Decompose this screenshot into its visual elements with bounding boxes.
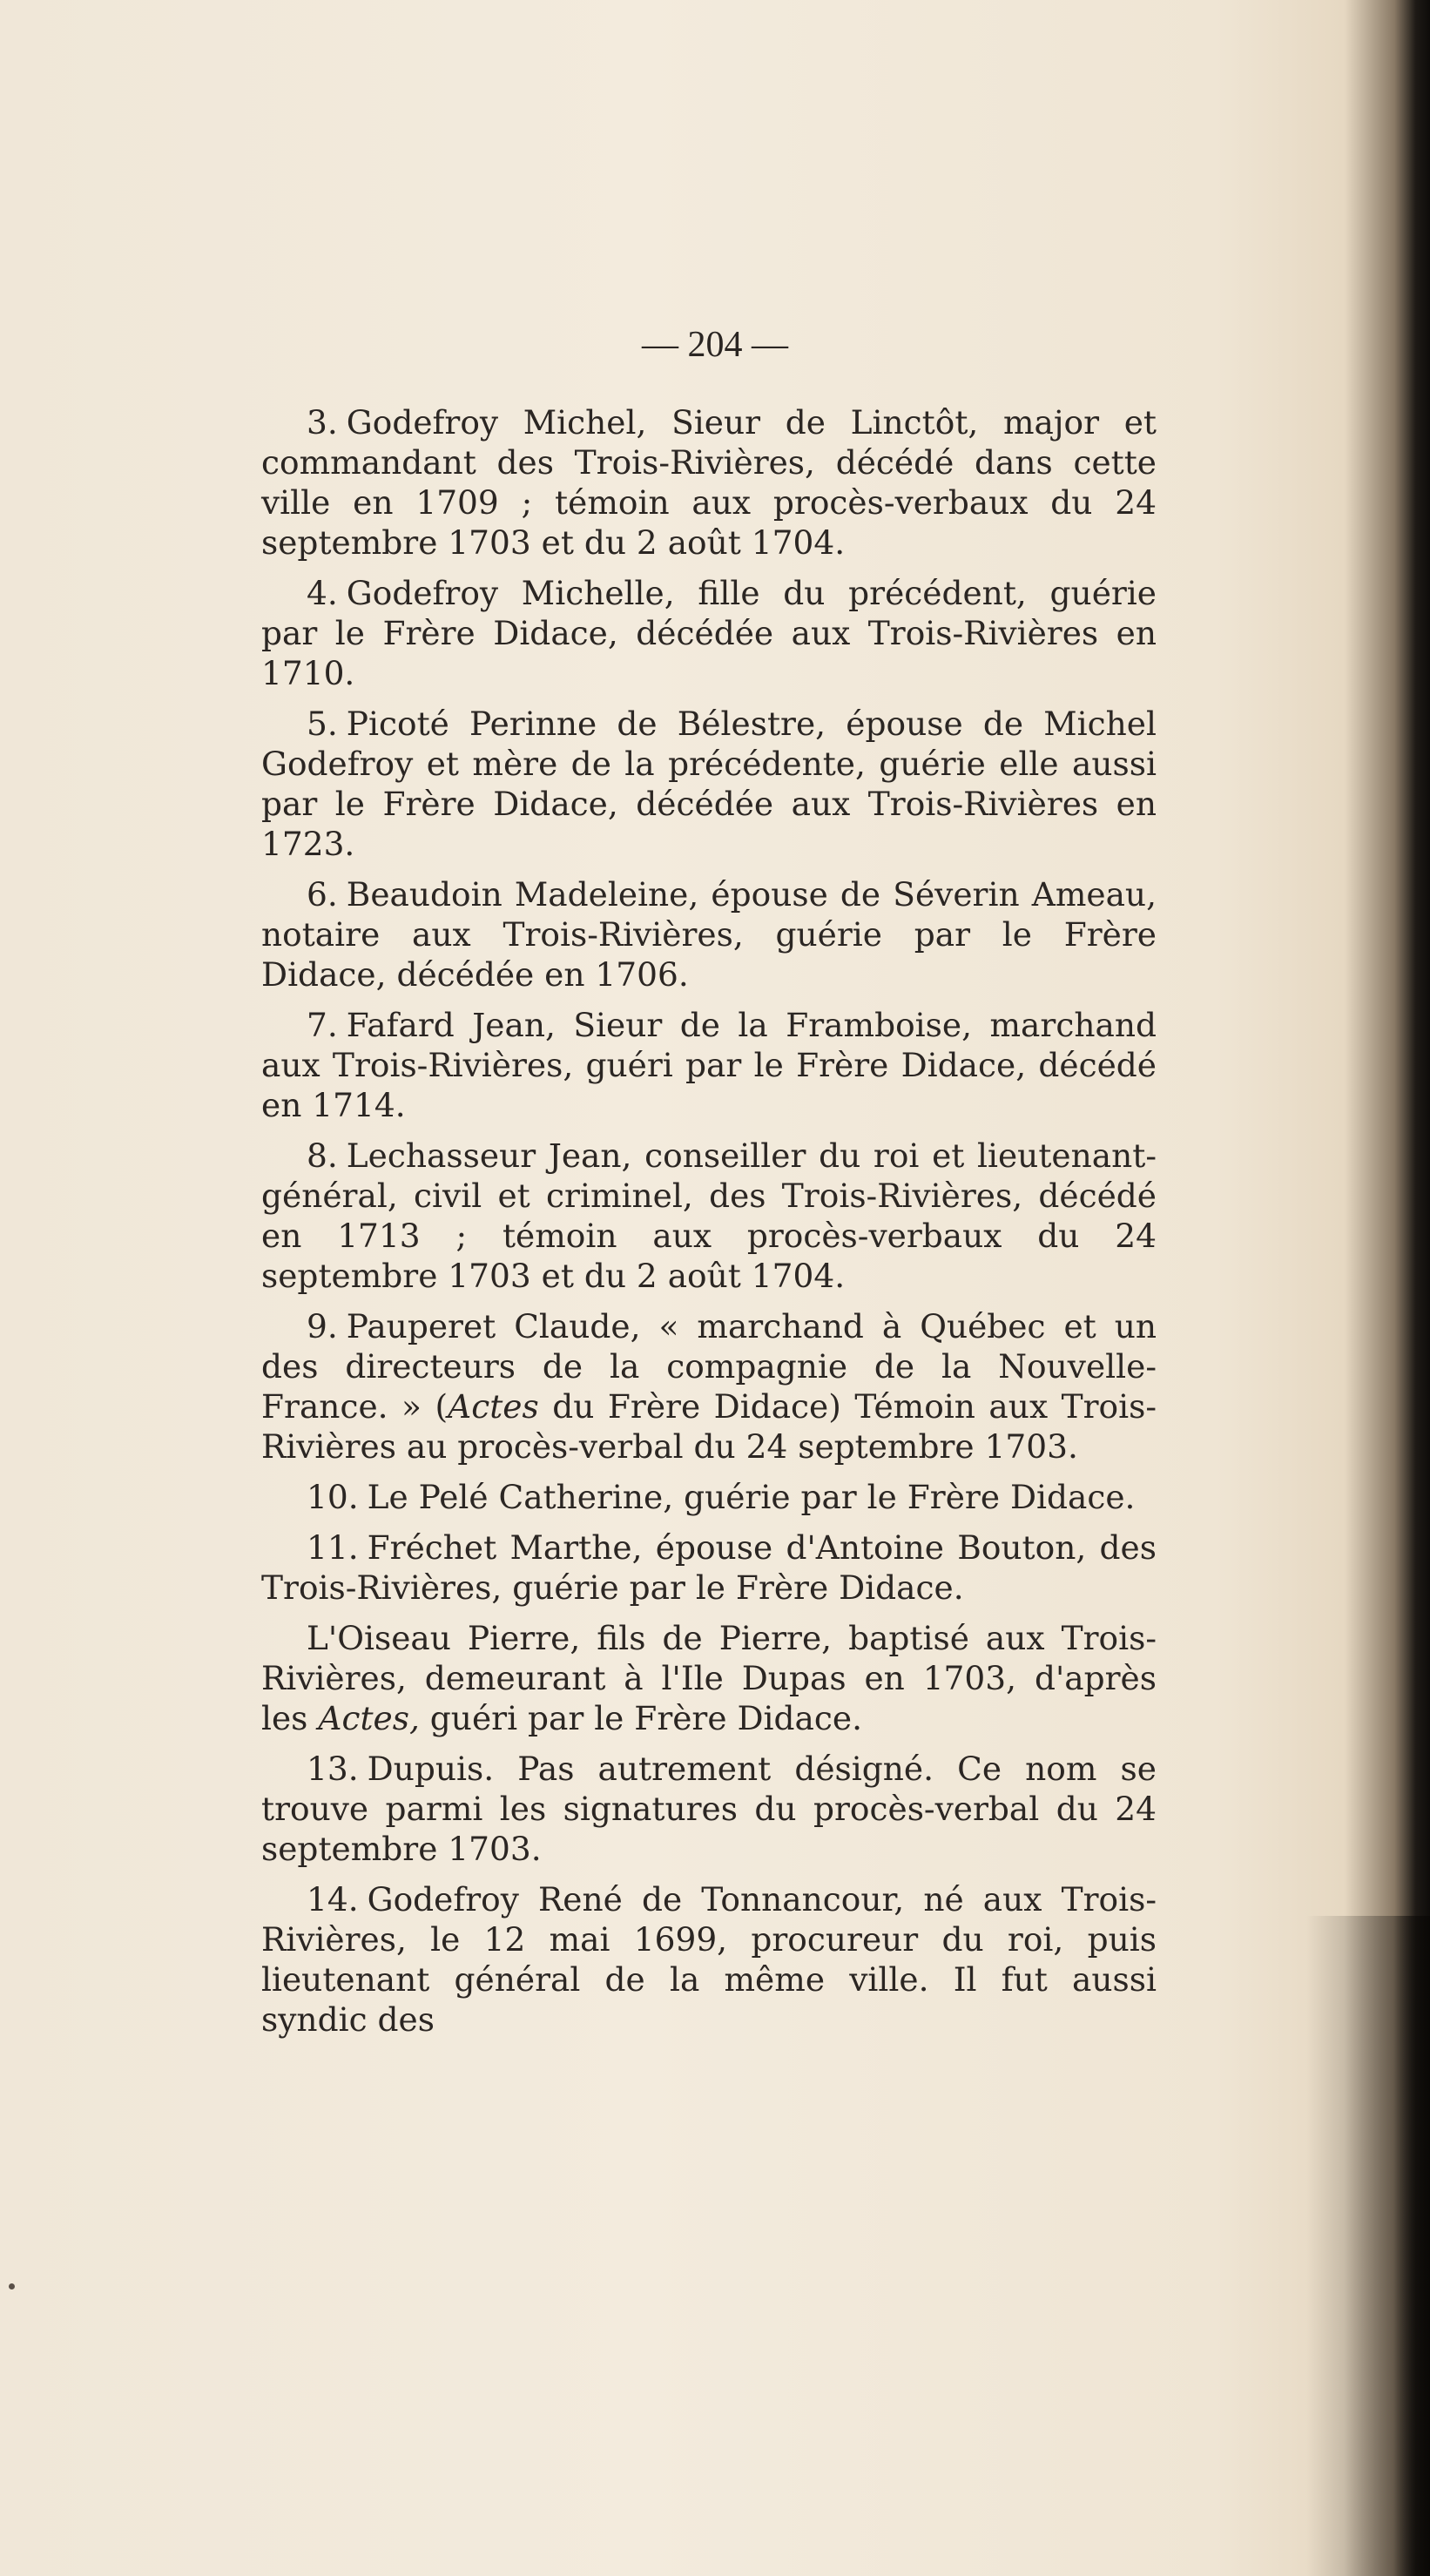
entry-7	[261, 1005, 1157, 1125]
entry-6	[261, 874, 1157, 995]
entry-11	[261, 1527, 1157, 1608]
entry-3	[261, 402, 1157, 563]
entry-5	[261, 704, 1157, 864]
entry-number: 5.	[307, 705, 338, 743]
entry-9	[261, 1306, 1157, 1467]
binding-shadow	[1306, 1916, 1430, 2576]
entry-number: 14.	[307, 1880, 359, 1919]
entry-text: Godefroy Michelle, fille du précédent, guérie par le Frère Didace, décédée aux Trois-Rivières en 1710.	[261, 574, 1157, 692]
entry-text: Godefroy René de Tonnancour, né aux Trois-Rivières, le 12 mai 1699, procureur du roi, puis lieutenant général de la même ville. Il fut aussi syndic des	[261, 1880, 1157, 2039]
entry-text: Godefroy Michel, Sieur de Linctôt, major et commandant des Trois-Rivières, décédé dans cette ville en 1709 ; témoin aux procès-verbaux du 24 septembre 1703 et du 2 août 1704.	[261, 403, 1157, 562]
entry-text: Fréchet Marthe, épouse d'Antoine Bouton, des Trois-Rivières, guérie par le Frère Didace.	[261, 1528, 1157, 1607]
entry-text: Picoté Perinne de Bélestre, épouse de Michel Godefroy et mère de la précédente, guérie elle aussi par le Frère Didace, décédée aux Trois-Rivières en 1723.	[261, 705, 1157, 863]
entry-number: 10.	[307, 1478, 359, 1516]
entry-8	[261, 1136, 1157, 1296]
entry-number: 6.	[307, 875, 338, 914]
entry-text: Beaudoin Madeleine, épouse de Séverin Ameau, notaire aux Trois-Rivières, guérie par le Frère Didace, décédée en 1706.	[261, 875, 1157, 994]
entry-text: Le Pelé Catherine, guérie par le Frère Didace.	[367, 1478, 1136, 1516]
page-number: — 204 —	[642, 325, 788, 365]
entry-number: 11.	[307, 1528, 359, 1567]
entry-text-post: guéri par le Frère Didace.	[419, 1699, 863, 1737]
entry-italic: Actes,	[318, 1699, 420, 1737]
entry-number: 9.	[307, 1307, 338, 1345]
entry-10	[261, 1477, 1157, 1517]
entry-4	[261, 573, 1157, 693]
entry-text: Dupuis. Pas autrement désigné. Ce nom se trouve parmi les signatures du procès-verbal du 24 septembre 1703.	[261, 1750, 1157, 1868]
entry-text: Lechasseur Jean, conseiller du roi et lieutenant-général, civil et criminel, des Trois-Rivières, décédé en 1713 ; témoin aux procès-verbaux du 24 septembre 1703 et du 2 août 1704.	[261, 1136, 1157, 1295]
entry-12	[261, 1618, 1157, 1738]
entry-13	[261, 1749, 1157, 1869]
entry-text-pre: (	[435, 1387, 449, 1426]
entry-text: Fafard Jean, Sieur de la Framboise, marchand aux Trois-Rivières, guéri par le Frère Didace, décédé en 1714.	[261, 1006, 1157, 1124]
entry-number: 8.	[307, 1136, 338, 1175]
entry-number: 4.	[307, 574, 338, 612]
entry-italic: Actes	[448, 1387, 539, 1426]
entry-text-post: du Frère Didace) Témoin aux Trois-Rivières au procès-verbal du 24 septembre 1703.	[261, 1387, 1157, 1466]
entries-list	[261, 402, 1157, 2050]
entry-text: L'Oiseau Pierre, fils de Pierre, baptisé aux Trois-Rivières, demeurant à l'Ile Dupas en 1703, d'après les	[261, 1619, 1157, 1737]
entry-number: 3.	[307, 403, 338, 442]
entry-number: 7.	[307, 1006, 338, 1044]
paper-speck	[9, 2283, 15, 2289]
entry-14	[261, 1879, 1157, 2040]
entry-number: 13.	[307, 1750, 359, 1788]
entry-text: Pauperet Claude, « marchand à Québec et un des directeurs de la compagnie de la Nouvelle-France. »	[261, 1307, 1157, 1426]
